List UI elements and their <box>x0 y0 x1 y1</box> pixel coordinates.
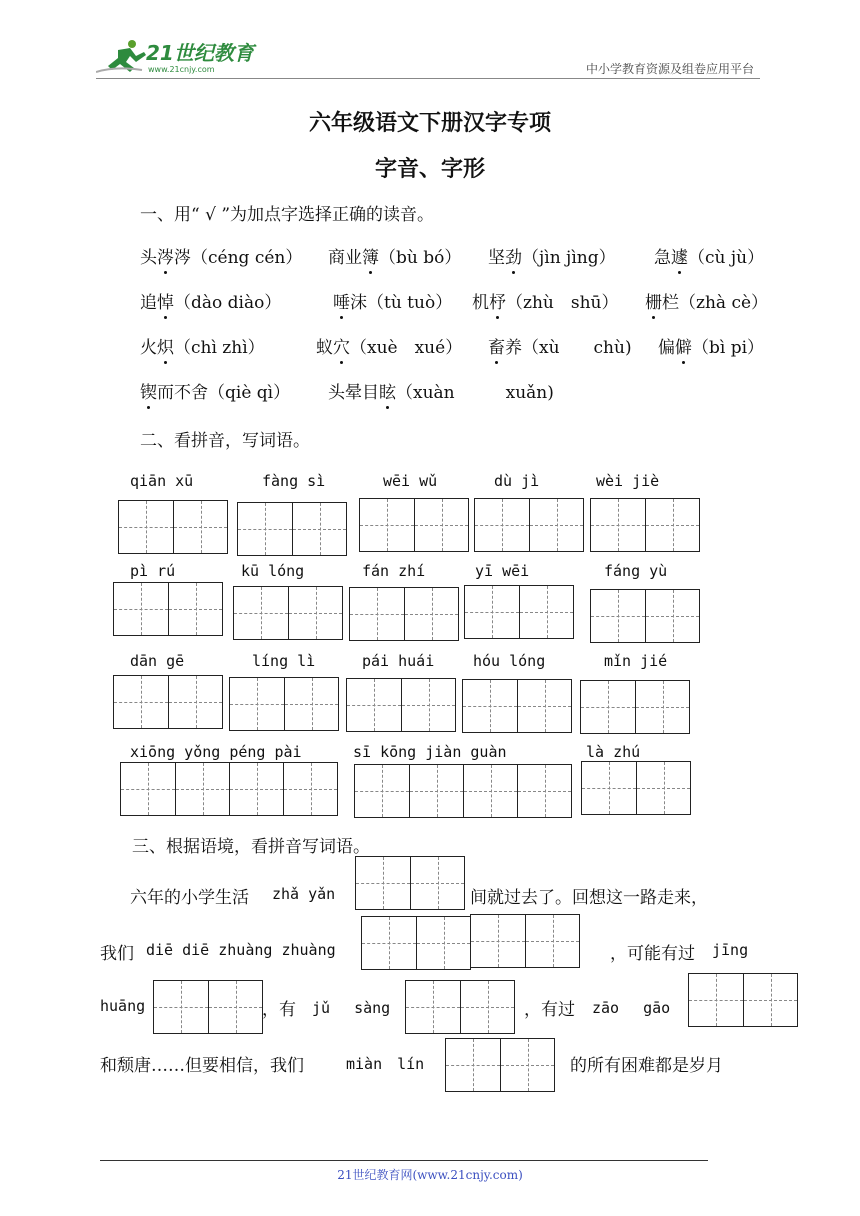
reading-options[interactable]: 而不舍（qiè qì） <box>157 383 291 403</box>
reading-item <box>140 243 302 268</box>
dotted-char: 僻 <box>675 338 692 358</box>
pinyin-prompt: yī wēi <box>475 562 530 580</box>
grid-cell[interactable] <box>591 590 645 642</box>
tianzi-grid[interactable] <box>354 764 572 818</box>
grid-cell[interactable] <box>175 763 229 815</box>
grid-cell[interactable] <box>645 499 699 551</box>
dotted-char: 悼 <box>157 293 174 313</box>
s3-pinyin-7: miàn lín <box>346 1055 425 1073</box>
grid-cell[interactable] <box>529 499 583 551</box>
pinyin-prompt: wèi jiè <box>596 472 660 490</box>
pinyin-prompt: mǐn jié <box>604 652 668 670</box>
s3-pinyin-6: zāo gāo <box>592 999 671 1017</box>
reading-item <box>645 288 768 313</box>
grid-cell[interactable] <box>517 680 571 732</box>
grid-cell[interactable] <box>591 499 645 551</box>
reading-item <box>488 333 632 358</box>
pinyin-prompt: qiān xū <box>130 472 194 490</box>
grid-cell[interactable] <box>114 676 168 728</box>
dotted-char: 杼 <box>489 293 506 313</box>
grid-cell[interactable] <box>409 765 463 817</box>
dotted-char: 眩 <box>379 383 396 403</box>
s3-grid-1[interactable] <box>355 856 465 910</box>
reading-item <box>488 243 616 268</box>
reading-options[interactable]: （zhù shū） <box>506 293 619 313</box>
grid-cell[interactable] <box>168 583 222 635</box>
reading-item <box>333 288 452 313</box>
s3-pinyin-3: jīng <box>712 941 749 959</box>
grid-cell[interactable] <box>288 587 342 639</box>
grid-cell[interactable] <box>463 765 517 817</box>
reading-prefix: 商业 <box>328 248 362 268</box>
s3-text-5: ，有 <box>262 1000 296 1020</box>
reading-options[interactable]: （xuàn xuǎn) <box>396 383 554 403</box>
grid-cell[interactable] <box>582 762 636 814</box>
s3-text-1: 六年的小学生活 <box>130 888 249 908</box>
grid-cell[interactable] <box>581 681 635 733</box>
grid-cell[interactable] <box>636 762 690 814</box>
tianzi-grid[interactable] <box>120 762 338 816</box>
reading-prefix: 追 <box>140 293 157 313</box>
footer-divider <box>100 1160 708 1161</box>
s3-grid-3[interactable] <box>153 980 263 1034</box>
s3-pinyin-4: huāng <box>100 997 146 1015</box>
page-title: 六年级语文下册汉字专项 <box>308 110 551 136</box>
s3-pinyin-1: zhǎ yǎn <box>272 885 336 903</box>
grid-cell[interactable] <box>114 583 168 635</box>
reading-item <box>654 243 764 268</box>
section1-heading: 一、用“ √ ”为加点字选择正确的读音。 <box>140 205 435 225</box>
tianzi-grid[interactable] <box>346 678 456 732</box>
dotted-char: 锲 <box>140 383 157 403</box>
s3-text-3: 我们 <box>100 944 134 964</box>
tianzi-grid[interactable] <box>118 500 228 554</box>
s3-pinyin-2: diē diē zhuàng zhuàng <box>146 941 336 959</box>
grid-cell[interactable] <box>283 763 337 815</box>
reading-options[interactable]: （dào diào） <box>174 293 282 313</box>
tianzi-grid[interactable] <box>349 587 459 641</box>
dotted-char: 炽 <box>157 338 174 358</box>
grid-cell[interactable] <box>230 678 284 730</box>
reading-prefix: 头 <box>140 248 157 268</box>
grid-cell[interactable] <box>173 501 227 553</box>
grid-cell[interactable] <box>229 763 283 815</box>
grid-cell[interactable] <box>404 588 458 640</box>
pinyin-prompt: pì rú <box>130 562 176 580</box>
dotted-char: 畜 <box>488 338 505 358</box>
logo-text: 21世纪教育 <box>146 41 254 65</box>
pinyin-prompt: dān gē <box>130 652 185 670</box>
s3-grid-4[interactable] <box>405 980 515 1034</box>
reading-prefix: 急 <box>654 248 671 268</box>
grid-cell[interactable] <box>119 501 173 553</box>
tianzi-grid[interactable] <box>237 502 347 556</box>
dotted-char: 劲 <box>505 248 522 268</box>
reading-item <box>472 288 618 313</box>
grid-cell[interactable] <box>401 679 455 731</box>
dotted-char: 涔 <box>157 248 174 268</box>
reading-options[interactable]: （xuè xué） <box>350 338 463 358</box>
pinyin-prompt: wēi wǔ <box>383 472 438 490</box>
reading-options[interactable]: 栏（zhà cè） <box>662 293 769 313</box>
reading-prefix: 火 <box>140 338 157 358</box>
dotted-char: 唾 <box>333 293 350 313</box>
pinyin-prompt: sī kōng jiàn guàn <box>353 743 507 761</box>
pinyin-prompt: fáng yù <box>604 562 668 580</box>
dotted-char: 遽 <box>671 248 688 268</box>
pinyin-prompt: dù jì <box>494 472 540 490</box>
reading-prefix: 头晕目 <box>328 383 379 403</box>
reading-prefix: 坚 <box>488 248 505 268</box>
reading-options[interactable]: （bù bó） <box>379 248 462 268</box>
grid-cell[interactable] <box>284 678 338 730</box>
s3-text-8: 的所有困难都是岁月 <box>570 1056 723 1076</box>
grid-cell[interactable] <box>347 679 401 731</box>
site-logo <box>96 38 266 78</box>
reading-options[interactable]: （jìn jìng） <box>522 248 616 268</box>
platform-name: 中小学教育资源及组卷应用平台 <box>585 62 754 76</box>
pinyin-prompt: hóu lóng <box>473 652 546 670</box>
s3-text-6: ，有过 <box>524 1000 575 1020</box>
reading-options[interactable]: （bì pi） <box>692 338 765 358</box>
pinyin-prompt: fàng sì <box>262 472 326 490</box>
s3-pinyin-5: jǔ sàng <box>312 999 391 1017</box>
pinyin-prompt: fán zhí <box>362 562 426 580</box>
reading-options[interactable]: （chì zhì） <box>174 338 265 358</box>
grid-cell[interactable] <box>414 499 468 551</box>
reading-item <box>140 333 265 358</box>
tianzi-grid[interactable] <box>113 582 223 636</box>
pinyin-prompt: pái huái <box>362 652 435 670</box>
grid-cell[interactable] <box>238 503 292 555</box>
grid-cell[interactable] <box>463 680 517 732</box>
s3-text-4: ，可能有过 <box>610 944 695 964</box>
grid-cell[interactable] <box>292 503 346 555</box>
grid-cell[interactable] <box>519 586 573 638</box>
grid-cell[interactable] <box>121 763 175 815</box>
reading-options[interactable]: 沫（tù tuò） <box>350 293 453 313</box>
header-divider <box>96 78 760 79</box>
grid-cell[interactable] <box>517 765 571 817</box>
tianzi-grid[interactable] <box>464 585 574 639</box>
grid-cell[interactable] <box>465 586 519 638</box>
grid-cell[interactable] <box>234 587 288 639</box>
tianzi-grid[interactable] <box>462 679 572 733</box>
footer-link[interactable]: 21世纪教育网(www.21cnjy.com) <box>337 1168 523 1182</box>
reading-item <box>328 243 461 268</box>
pinyin-prompt: líng lì <box>252 652 316 670</box>
tianzi-grid[interactable] <box>590 589 700 643</box>
tianzi-grid[interactable] <box>581 761 691 815</box>
tianzi-grid[interactable] <box>229 677 339 731</box>
grid-cell[interactable] <box>355 765 409 817</box>
s3-grid-2b[interactable] <box>470 914 580 968</box>
pinyin-prompt: là zhú <box>586 743 641 761</box>
reading-prefix: 蚁 <box>316 338 333 358</box>
section3-heading: 三、根据语境，看拼音写词语。 <box>132 837 370 857</box>
grid-cell[interactable] <box>635 681 689 733</box>
reading-item <box>316 333 462 358</box>
reading-options[interactable]: 养（xù chù) <box>505 338 632 358</box>
section2-heading: 二、看拼音，写词语。 <box>140 431 310 451</box>
reading-item <box>328 378 554 403</box>
grid-cell[interactable] <box>645 590 699 642</box>
s3-grid-5[interactable] <box>688 973 798 1027</box>
tianzi-grid[interactable] <box>590 498 700 552</box>
reading-options[interactable]: 涔（céng cén） <box>174 248 303 268</box>
reading-item <box>140 378 290 403</box>
grid-cell[interactable] <box>475 499 529 551</box>
tianzi-grid[interactable] <box>474 498 584 552</box>
reading-prefix: 机 <box>472 293 489 313</box>
tianzi-grid[interactable] <box>359 498 469 552</box>
s3-grid-2a[interactable] <box>361 916 471 970</box>
grid-cell[interactable] <box>168 676 222 728</box>
reading-options[interactable]: （cù jù） <box>688 248 765 268</box>
page-subtitle: 字音、字形 <box>374 156 485 182</box>
reading-item <box>658 333 764 358</box>
tianzi-grid[interactable] <box>233 586 343 640</box>
dotted-char: 簿 <box>362 248 379 268</box>
dotted-char: 穴 <box>333 338 350 358</box>
reading-item <box>140 288 281 313</box>
tianzi-grid[interactable] <box>580 680 690 734</box>
s3-grid-6[interactable] <box>445 1038 555 1092</box>
tianzi-grid[interactable] <box>113 675 223 729</box>
s3-text-7: 和颓唐……但要相信，我们 <box>100 1056 304 1076</box>
pinyin-prompt: xiōng yǒng péng pài <box>130 743 302 761</box>
s3-text-2: 间就过去了。回想这一路走来， <box>470 888 708 908</box>
dotted-char: 栅 <box>645 293 662 313</box>
logo-url: www.21cnjy.com <box>148 65 215 74</box>
reading-prefix: 偏 <box>658 338 675 358</box>
grid-cell[interactable] <box>350 588 404 640</box>
pinyin-prompt: kū lóng <box>241 562 305 580</box>
grid-cell[interactable] <box>360 499 414 551</box>
